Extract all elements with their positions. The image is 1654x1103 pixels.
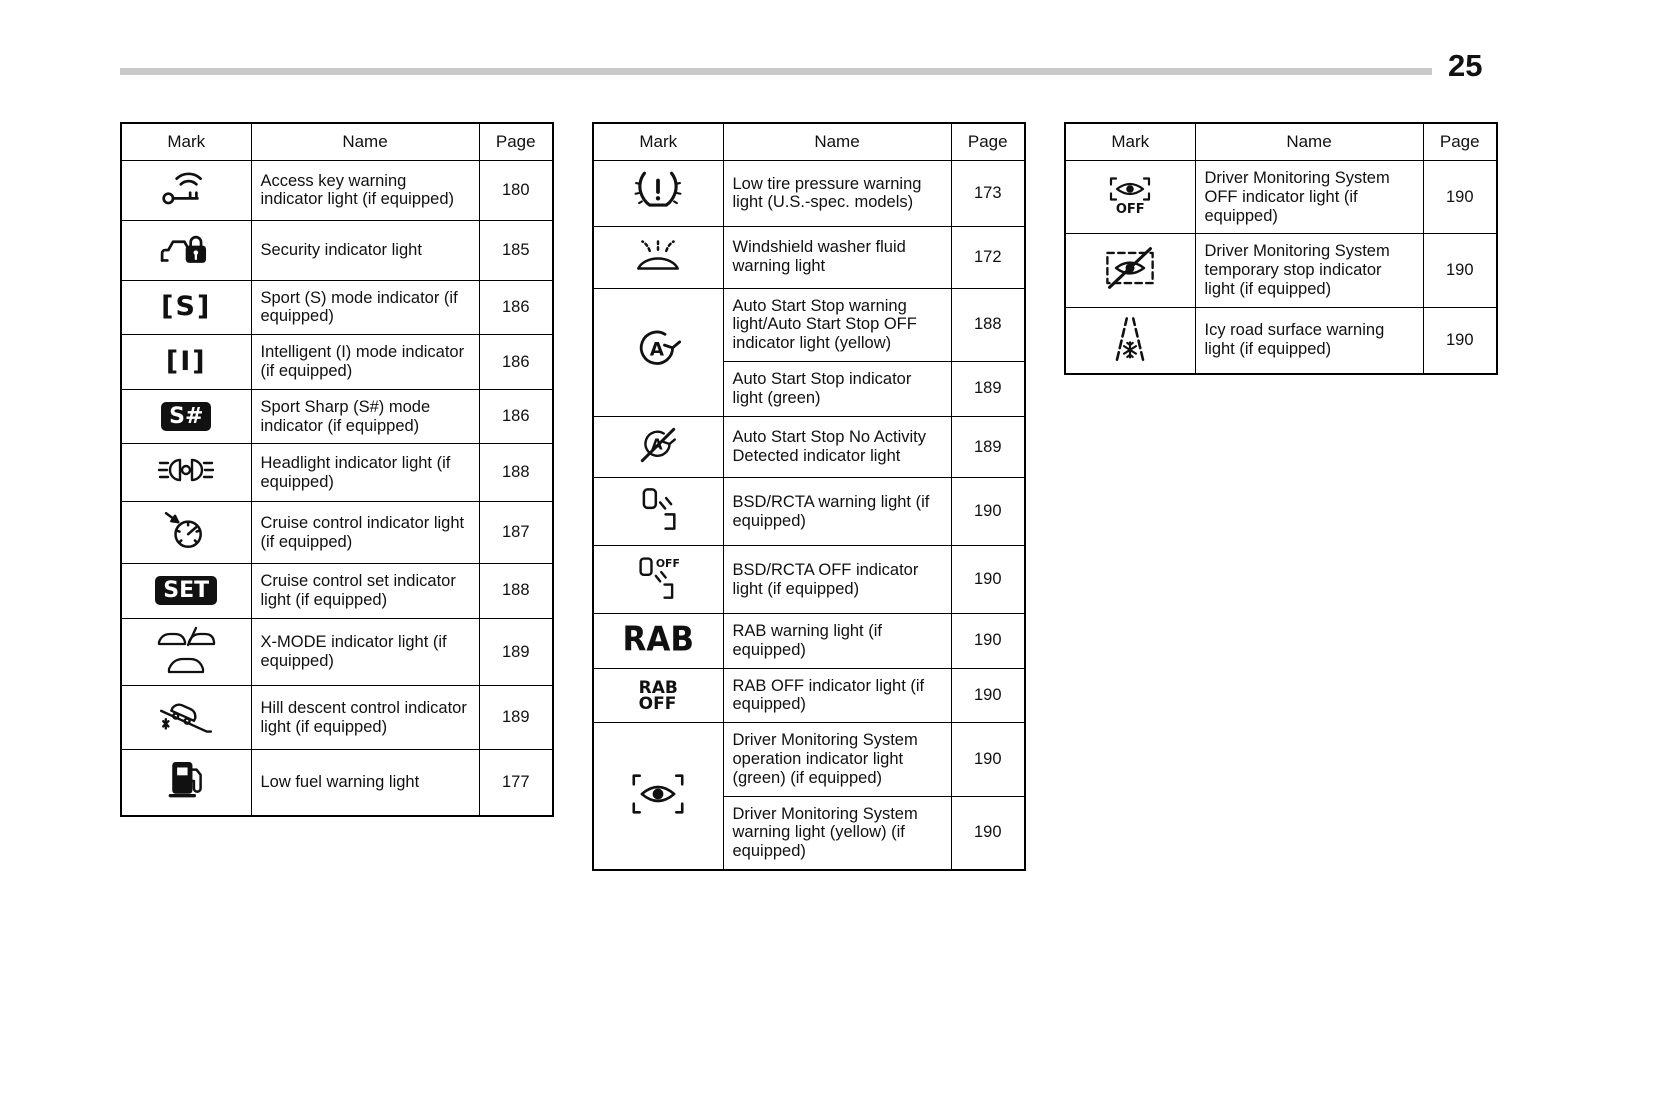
- name-cell: Low fuel warning light: [251, 750, 479, 816]
- name-cell: Auto Start Stop No Activity Detected indicator light: [723, 416, 951, 478]
- page-cell: 185: [479, 220, 553, 280]
- name-cell: Hill descent control indicator light (if equipped): [251, 686, 479, 750]
- indicator-table-left: [120, 122, 554, 817]
- table-row: [121, 280, 553, 335]
- mark-cell: [121, 502, 251, 564]
- name-cell: BSD/RCTA OFF indicator light (if equipped): [723, 546, 951, 614]
- name-cell: RAB OFF indicator light (if equipped): [723, 668, 951, 723]
- cruise-control-icon: [159, 508, 213, 552]
- name-cell: Sport (S) mode indicator (if equipped): [251, 280, 479, 335]
- table-row: [593, 161, 1025, 227]
- svg-text:A: A: [651, 436, 663, 454]
- column-header: Page: [479, 123, 553, 161]
- name-cell: Intelligent (I) mode indicator (if equipped): [251, 335, 479, 390]
- table-row: [121, 444, 553, 502]
- indicator-table-right: [1064, 122, 1498, 375]
- page-cell: 180: [479, 161, 553, 221]
- page-cell: 172: [951, 226, 1025, 288]
- mark-cell: [593, 668, 723, 723]
- name-cell: Auto Start Stop warning light/Auto Start Stop OFF indicator light (yellow): [723, 288, 951, 361]
- column-header: Page: [1423, 123, 1497, 161]
- column-header: Mark: [593, 123, 723, 161]
- indicator-table-middle: [592, 122, 1026, 871]
- auto-start-stop-icon: [630, 324, 686, 376]
- mark-cell: [593, 613, 723, 668]
- page-cell: 189: [479, 686, 553, 750]
- mark-cell: [593, 226, 723, 288]
- table-row: [121, 686, 553, 750]
- name-cell: Auto Start Stop indicator light (green): [723, 361, 951, 416]
- auto-start-stop-no-activity-icon: [633, 423, 683, 467]
- mark-cell: [593, 546, 723, 614]
- table-row: [121, 161, 553, 221]
- name-cell: Driver Monitoring System temporary stop indicator light (if equipped): [1195, 234, 1423, 307]
- name-cell: Headlight indicator light (if equipped): [251, 444, 479, 502]
- page-number: 25: [1448, 48, 1483, 83]
- mark-cell: [121, 389, 251, 444]
- mark-cell: [121, 335, 251, 390]
- bsd-rcta-warning-icon: [635, 484, 681, 534]
- low-tire-pressure-icon: [632, 167, 684, 215]
- mark-cell: [121, 618, 251, 686]
- page-cell: 189: [479, 618, 553, 686]
- name-cell: Driver Monitoring System operation indicator light (green) (if equipped): [723, 723, 951, 796]
- table-row: [1065, 234, 1497, 307]
- icy-road-surface-icon: [1104, 314, 1156, 362]
- security-indicator-icon: [159, 227, 213, 269]
- access-key-warning-icon: [159, 167, 213, 209]
- low-fuel-icon: [161, 756, 211, 804]
- column-header: Name: [1195, 123, 1423, 161]
- header-row: [121, 123, 553, 161]
- mark-cell: [593, 478, 723, 546]
- mark-cell: [593, 723, 723, 870]
- driver-monitoring-off-icon: OFF: [1108, 176, 1152, 218]
- table-row: [593, 478, 1025, 546]
- page-cell: 190: [951, 723, 1025, 796]
- page-cell: 186: [479, 389, 553, 444]
- sport-sharp-mode-icon: S#: [161, 402, 211, 431]
- mark-cell: [1065, 161, 1195, 234]
- name-cell: Cruise control set indicator light (if equipped): [251, 563, 479, 618]
- name-cell: Driver Monitoring System OFF indicator light (if equipped): [1195, 161, 1423, 234]
- name-cell: Icy road surface warning light (if equipped): [1195, 307, 1423, 373]
- mark-cell: [121, 280, 251, 335]
- table-row: [1065, 307, 1497, 373]
- mark-cell: [121, 686, 251, 750]
- page-cell: 173: [951, 161, 1025, 227]
- table-row: [593, 226, 1025, 288]
- page-cell: 190: [951, 613, 1025, 668]
- page-cell: 188: [479, 563, 553, 618]
- page-cell: 190: [1423, 307, 1497, 373]
- table-row: [1065, 161, 1497, 234]
- headlight-indicator-icon: [157, 450, 215, 490]
- page-cell: 189: [951, 361, 1025, 416]
- mark-cell: [121, 220, 251, 280]
- rab-warning-icon: RAB: [622, 620, 694, 660]
- column-header: Name: [251, 123, 479, 161]
- cruise-control-set-icon: SET: [155, 576, 217, 605]
- driver-monitoring-temporary-stop-icon: [1102, 245, 1158, 291]
- page-cell: 186: [479, 280, 553, 335]
- name-cell: Sport Sharp (S#) mode indicator (if equipped): [251, 389, 479, 444]
- name-cell: Windshield washer fluid warning light: [723, 226, 951, 288]
- mark-cell: [593, 416, 723, 478]
- name-cell: Low tire pressure warning light (U.S.-spec. models): [723, 161, 951, 227]
- column-header: Page: [951, 123, 1025, 161]
- mark-cell: [121, 444, 251, 502]
- page-cell: 190: [1423, 234, 1497, 307]
- table-row: [121, 389, 553, 444]
- page-cell: 190: [951, 478, 1025, 546]
- table-row: [593, 668, 1025, 723]
- table-row: [593, 416, 1025, 478]
- table-row: [121, 618, 553, 686]
- column-header: Name: [723, 123, 951, 161]
- mark-cell: [121, 563, 251, 618]
- header-row: [1065, 123, 1497, 161]
- mark-cell: [593, 161, 723, 227]
- page-cell: 190: [951, 668, 1025, 723]
- svg-text:OFF: OFF: [656, 557, 681, 571]
- name-cell: BSD/RCTA warning light (if equipped): [723, 478, 951, 546]
- table-row: [593, 613, 1025, 668]
- table-row: [121, 563, 553, 618]
- page-cell: 190: [951, 796, 1025, 870]
- windshield-washer-icon: [631, 233, 685, 277]
- indicator-tables-region: [120, 122, 1498, 871]
- table-row: [121, 335, 553, 390]
- mark-cell: [1065, 307, 1195, 373]
- table-row: [121, 502, 553, 564]
- name-cell: Security indicator light: [251, 220, 479, 280]
- name-cell: X-MODE indicator light (if equipped): [251, 618, 479, 686]
- page-cell: 177: [479, 750, 553, 816]
- page-cell: 190: [1423, 161, 1497, 234]
- rab-off-icon: RAB OFF: [638, 677, 678, 714]
- name-cell: Access key warning indicator light (if equipped): [251, 161, 479, 221]
- mark-cell: [1065, 234, 1195, 307]
- svg-text:A: A: [650, 339, 665, 361]
- table-row: [121, 750, 553, 816]
- table-row: [121, 220, 553, 280]
- x-mode-icon: [156, 625, 216, 675]
- mark-cell: [121, 161, 251, 221]
- table-row: [593, 288, 1025, 361]
- page-cell: 188: [951, 288, 1025, 361]
- name-cell: RAB warning light (if equipped): [723, 613, 951, 668]
- page-cell: 186: [479, 335, 553, 390]
- hill-descent-control-icon: [157, 692, 215, 738]
- page-top-rule: [120, 68, 1432, 75]
- sport-s-mode-icon: [S]: [161, 291, 212, 322]
- name-cell: Cruise control indicator light (if equipped): [251, 502, 479, 564]
- mark-cell: [593, 288, 723, 416]
- page-cell: 187: [479, 502, 553, 564]
- column-header: Mark: [121, 123, 251, 161]
- page-cell: 189: [951, 416, 1025, 478]
- intelligent-i-mode-icon: [I]: [165, 345, 207, 377]
- table-row: [593, 546, 1025, 614]
- bsd-rcta-off-icon: [635, 552, 681, 602]
- name-cell: Driver Monitoring System warning light (yellow) (if equipped): [723, 796, 951, 870]
- column-header: Mark: [1065, 123, 1195, 161]
- header-row: [593, 123, 1025, 161]
- page-cell: 188: [479, 444, 553, 502]
- page-cell: 190: [951, 546, 1025, 614]
- mark-cell: [121, 750, 251, 816]
- table-row: [593, 723, 1025, 796]
- driver-monitoring-icon: [630, 771, 686, 817]
